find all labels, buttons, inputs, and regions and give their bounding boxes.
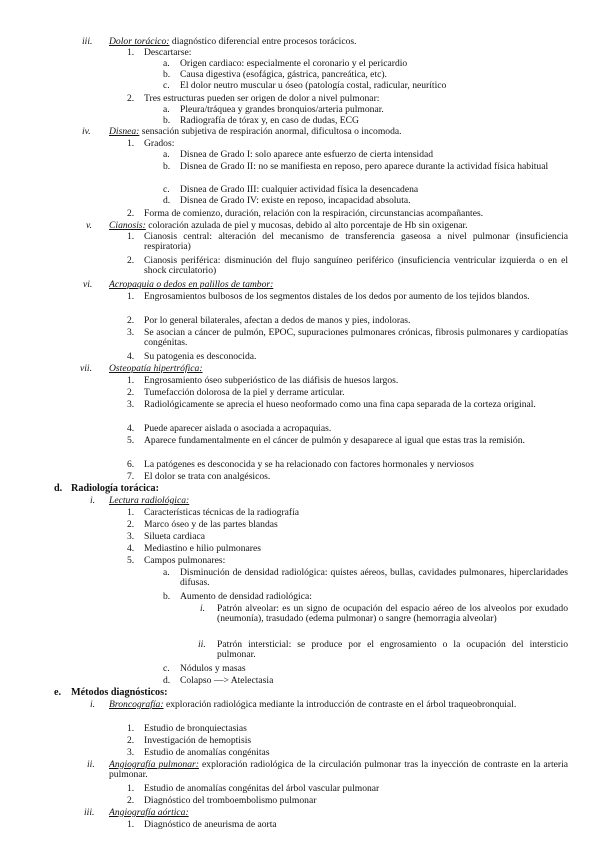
list-item: El dolor neutro muscular u óseo (patología costal, radicular, neurítico <box>180 80 447 91</box>
list-number: 2. <box>127 795 135 806</box>
list-item: Disnea de Grado II: no se manifiesta en reposo, pero aparece durante la actividad física habitual <box>180 161 549 172</box>
list-item: El dolor se trata con analgésicos. <box>144 471 271 482</box>
roman-numeral: vi. <box>83 279 93 290</box>
list-letter: b. <box>163 115 171 126</box>
list-item: Radiografía de tórax y, en caso de dudas, ECG <box>180 115 359 126</box>
list-item: Descartarse: <box>144 47 192 58</box>
list-item: Colapso —> Atelectasia <box>180 675 274 686</box>
list-letter: c. <box>163 80 170 91</box>
list-number: 1. <box>127 819 135 830</box>
topic-description: sensación subjetiva de respiración anormal, dificultosa o incomoda. <box>139 126 402 137</box>
list-item: Disnea de Grado IV: existe en reposo, incapacidad absoluta. <box>180 195 411 206</box>
list-item: Forma de comienzo, duración, relación con la respiración, circunstancias acompañantes. <box>144 208 484 219</box>
list-number: 3. <box>127 399 135 410</box>
list-number: 2. <box>127 387 135 398</box>
list-item: Cianosis central: alteración del mecanismo de transferencia gaseosa a nivel pulmonar (insuficiencia respiratoria) <box>144 231 568 253</box>
topic-heading <box>109 37 357 47</box>
list-number: 1. <box>127 507 135 518</box>
list-item: Causa digestiva (esofágica, gástrica, pancreática, etc). <box>180 69 387 80</box>
topic-title: Broncografía: <box>109 699 164 710</box>
list-item: Silueta cardiaca <box>144 531 205 542</box>
list-number: 1. <box>127 291 135 302</box>
list-item: Disnea de Grado III: cualquier actividad física la desencadena <box>180 184 419 195</box>
list-item: Nódulos y masas <box>180 663 246 674</box>
list-letter: b. <box>163 161 171 172</box>
topic-title: Acropaquia o dedos en palillos de tambor: <box>109 279 274 290</box>
roman-numeral: i. <box>90 495 96 506</box>
list-letter: b. <box>163 69 171 80</box>
roman-numeral: iii. <box>82 36 93 47</box>
section-letter: e. <box>54 687 62 698</box>
list-item: Engrosamiento óseo subperióstico de las diáfisis de huesos largos. <box>144 375 399 386</box>
list-letter: d. <box>163 675 171 686</box>
list-number: 2. <box>127 93 135 104</box>
list-number: 1. <box>127 723 135 734</box>
list-item: Diagnóstico de aneurisma de aorta <box>144 819 277 830</box>
list-item: Tumefacción dolorosa de la piel y derrame articular. <box>144 387 345 398</box>
section-title: Radiología torácica: <box>71 483 159 494</box>
list-item: Investigación de hemoptisis <box>144 735 252 746</box>
topic-heading <box>109 760 568 781</box>
topic-description: exploración radiológica de la circulación pulmonar tras la inyección de contraste en la arteria pulmonar. <box>109 759 568 781</box>
list-item: Pleura/tráquea y grandes bronquios/arteria pulmonar. <box>180 104 384 115</box>
list-number: 1. <box>127 783 135 794</box>
list-item: Se asocian a cáncer de pulmón, EPOC, supuraciones pulmonares crónicas, fibrosis pulmonares y cardiopatías congénitas. <box>144 327 568 349</box>
list-item: Puede aparecer aislada o asociada a acropaquias. <box>144 423 332 434</box>
topic-title: Cianosis: <box>109 220 146 231</box>
list-letter: c. <box>163 663 170 674</box>
list-number: 2. <box>127 315 135 326</box>
list-item: Aumento de densidad radiológica: <box>180 591 312 602</box>
list-item: Grados: <box>144 138 175 149</box>
list-number: 3. <box>127 327 135 338</box>
topic-title: Lectura radiológica: <box>109 495 190 506</box>
topic-title: Osteopatía hipertrófica: <box>109 363 203 374</box>
list-item: Estudio de anomalías congénitas <box>144 747 270 758</box>
list-item: Engrosamientos bulbosos de los segmentos distales de los dedos por aumento de los tejidos blandos. <box>144 291 530 302</box>
section-title: Métodos diagnósticos: <box>71 687 168 698</box>
list-number: 4. <box>127 423 135 434</box>
topic-title: Angiografía aórtica: <box>109 807 189 818</box>
list-number: 5. <box>127 435 135 446</box>
roman-numeral: i. <box>200 603 206 614</box>
list-item: Disnea de Grado I: solo aparece ante esfuerzo de cierta intensidad <box>180 149 434 160</box>
topic-title: Disnea: <box>109 126 140 137</box>
list-number: 2. <box>127 208 135 219</box>
section-letter: d. <box>54 483 63 494</box>
list-item: Estudio de anomalías congénitas del árbol vascular pulmonar <box>144 783 380 794</box>
roman-numeral: iv. <box>82 126 91 137</box>
list-number: 4. <box>127 351 135 362</box>
list-letter: a. <box>163 104 170 115</box>
list-letter: d. <box>163 195 171 206</box>
topic-description: exploración radiológica mediante la introducción de contraste en el árbol traqueobronquial. <box>163 699 517 710</box>
topic-heading <box>109 700 568 710</box>
list-letter: b. <box>163 591 171 602</box>
list-item: Por lo general bilaterales, afectan a dedos de manos y pies, indoloras. <box>144 315 411 326</box>
list-item: Tres estructuras pueden ser origen de dolor a nivel pulmonar: <box>144 93 380 104</box>
list-number: 1. <box>127 231 135 242</box>
list-item: Características técnicas de la radiografía <box>144 507 300 518</box>
topic-title: Dolor torácico: <box>109 36 170 47</box>
list-letter: c. <box>163 184 170 195</box>
roman-numeral: i. <box>90 699 96 710</box>
list-number: 1. <box>127 138 135 149</box>
list-item: Su patogenia es desconocida. <box>144 351 257 362</box>
list-letter: a. <box>163 567 170 578</box>
topic-title: Angiografía pulmonar: <box>109 759 199 770</box>
list-number: 1. <box>127 47 135 58</box>
topic-heading <box>109 221 468 231</box>
list-number: 6. <box>127 459 135 470</box>
list-number: 2. <box>127 519 135 530</box>
list-number: 2. <box>127 255 135 266</box>
list-number: 7. <box>127 471 135 482</box>
list-item: Diagnóstico del tromboembolismo pulmonar <box>144 795 317 806</box>
roman-numeral: iii. <box>84 807 95 818</box>
topic-description: diagnóstico diferencial entre procesos torácicos. <box>169 36 357 47</box>
list-item: Mediastino e hilio pulmonares <box>144 543 261 554</box>
list-number: 2. <box>127 735 135 746</box>
list-item: Cianosis periférica: disminución del flujo sanguíneo periférico (insuficiencia ventricular izquierda o en el shock circulatorio) <box>144 255 568 277</box>
list-item: Marco óseo y de las partes blandas <box>144 519 278 530</box>
list-item: Origen cardiaco: especialmente el coronario y el pericardio <box>180 58 408 69</box>
list-number: 5. <box>127 555 135 566</box>
roman-numeral: vii. <box>80 363 92 374</box>
roman-numeral: v. <box>86 220 92 231</box>
list-number: 3. <box>127 747 135 758</box>
list-item: La patógenes es desconocida y se ha relacionado con factores hormonales y nerviosos <box>144 459 474 470</box>
list-number: 4. <box>127 543 135 554</box>
list-letter: a. <box>163 149 170 160</box>
list-item: Estudio de bronquiectasias <box>144 723 247 734</box>
list-item: Radiológicamente se aprecia el hueso neoformado como una fina capa separada de la corteza original. <box>144 399 536 410</box>
list-item: Campos pulmonares: <box>144 555 226 566</box>
topic-heading <box>109 127 402 137</box>
list-item: Patrón intersticial: se produce por el engrosamiento o la ocupación del intersticio pulmonar. <box>217 639 568 661</box>
list-item: Aparece fundamentalmente en el cáncer de pulmón y desaparece al igual que estas tras la remisión. <box>144 435 525 446</box>
list-letter: a. <box>163 58 170 69</box>
list-item: Disminución de densidad radiológica: quistes aéreos, bullas, cavidades pulmonares, hiperclaridades difusas. <box>180 567 568 589</box>
topic-description: coloración azulada de piel y mucosas, debido al alto porcentaje de Hb sin oxigenar. <box>145 220 468 231</box>
list-number: 1. <box>127 375 135 386</box>
roman-numeral: ii. <box>198 639 206 650</box>
roman-numeral: ii. <box>87 759 95 770</box>
list-number: 3. <box>127 531 135 542</box>
list-item: Patrón alveolar: es un signo de ocupación del espacio aéreo de los alveolos por exudado (neumonía), trasudado (edema pulmonar) o sangre (hemorragia alveolar) <box>217 603 568 625</box>
